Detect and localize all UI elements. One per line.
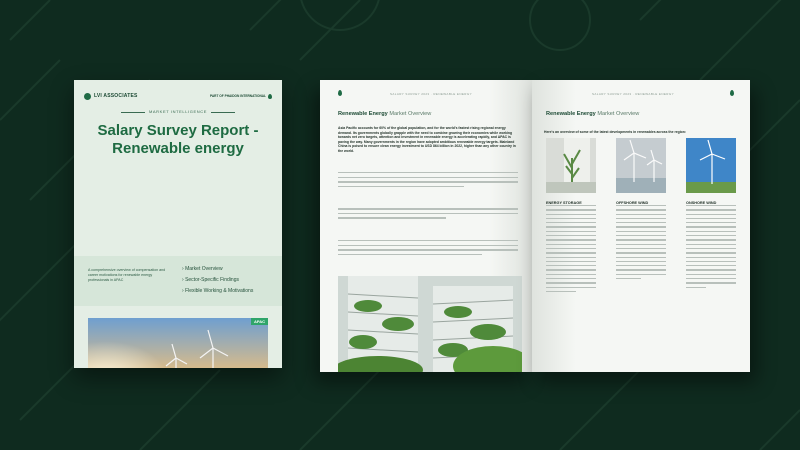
energy-storage-column xyxy=(546,138,596,295)
droplet-icon xyxy=(268,94,272,99)
onshore-wind-photo xyxy=(686,138,736,193)
cover-description: A comprehensive overview of compensation and career motivations for renewable energy professionals in APAC xyxy=(88,268,166,282)
energy-storage-photo xyxy=(546,138,596,193)
cover-topic-list xyxy=(182,266,274,299)
running-head: SALARY SURVEY 2023 · RENEWABLE ENERGY xyxy=(390,92,472,96)
column-title: OFFSHORE WIND xyxy=(616,201,649,205)
part-of-label xyxy=(210,94,272,99)
column-text xyxy=(686,205,736,288)
heading-bold: Renewable Energy xyxy=(546,111,596,117)
open-report-spread xyxy=(320,80,750,372)
onshore-wind-column xyxy=(686,138,736,291)
report-cover xyxy=(74,80,282,368)
part-of-text: PART OF PHAIDON INTERNATIONAL xyxy=(209,94,266,98)
column-text xyxy=(616,205,666,279)
section-heading xyxy=(546,111,639,117)
running-head: SALARY SURVEY 2023 · RENEWABLE ENERGY xyxy=(592,92,674,96)
column-title: ONSHORE WIND xyxy=(686,201,717,205)
topic-item: › Market Overview xyxy=(182,266,274,272)
cover-title-line-1: Salary Survey Report - xyxy=(97,122,259,139)
cover-title-line-2: Renewable energy xyxy=(112,140,244,157)
section-heading xyxy=(338,111,431,117)
cover-kicker: MARKET INTELLIGENCE xyxy=(74,109,282,114)
intro-paragraph: Asia Pacific accounts for 60% of the global population, and for the world's fastest rising regional energy demand. Its governments globally grapple with the need to combine growing their economies while working towards net zero targets, attention and investment in renewable energy is accelerating rapidly, and APAC is paving the way. Many governments in the region have adopted ambitious renewable energy targets. Mainland China is poised to ensure clean energy investment to USD 864 billion in 2022, higher than any other country in the world. xyxy=(338,126,516,153)
column-text xyxy=(546,205,596,292)
brand-name: LVI ASSOCIATES xyxy=(94,93,138,99)
column-title: ENERGY STORAGE xyxy=(546,201,582,205)
droplet-icon xyxy=(338,90,342,96)
topic-item: › Flexible Working & Motivations xyxy=(182,288,274,294)
offshore-wind-column xyxy=(616,138,666,282)
green-building-photo xyxy=(338,276,522,372)
heading-bold: Renewable Energy xyxy=(338,111,388,117)
brand-logo xyxy=(84,93,138,100)
heading-light: Market Overview xyxy=(389,111,432,117)
intro-line: Here's an overview of some of the latest developments in renewables across the region: xyxy=(544,130,686,134)
left-page xyxy=(320,80,532,372)
cover-photo-solar-wind xyxy=(88,318,268,368)
droplet-icon xyxy=(730,90,734,96)
right-page xyxy=(532,80,750,372)
logo-icon xyxy=(84,93,91,100)
heading-light: Market Overview xyxy=(597,111,640,117)
cover-title xyxy=(82,122,274,158)
topic-item: › Sector-Specific Findings xyxy=(182,277,274,283)
region-badge: APAC xyxy=(251,318,268,325)
offshore-wind-photo xyxy=(616,138,666,193)
